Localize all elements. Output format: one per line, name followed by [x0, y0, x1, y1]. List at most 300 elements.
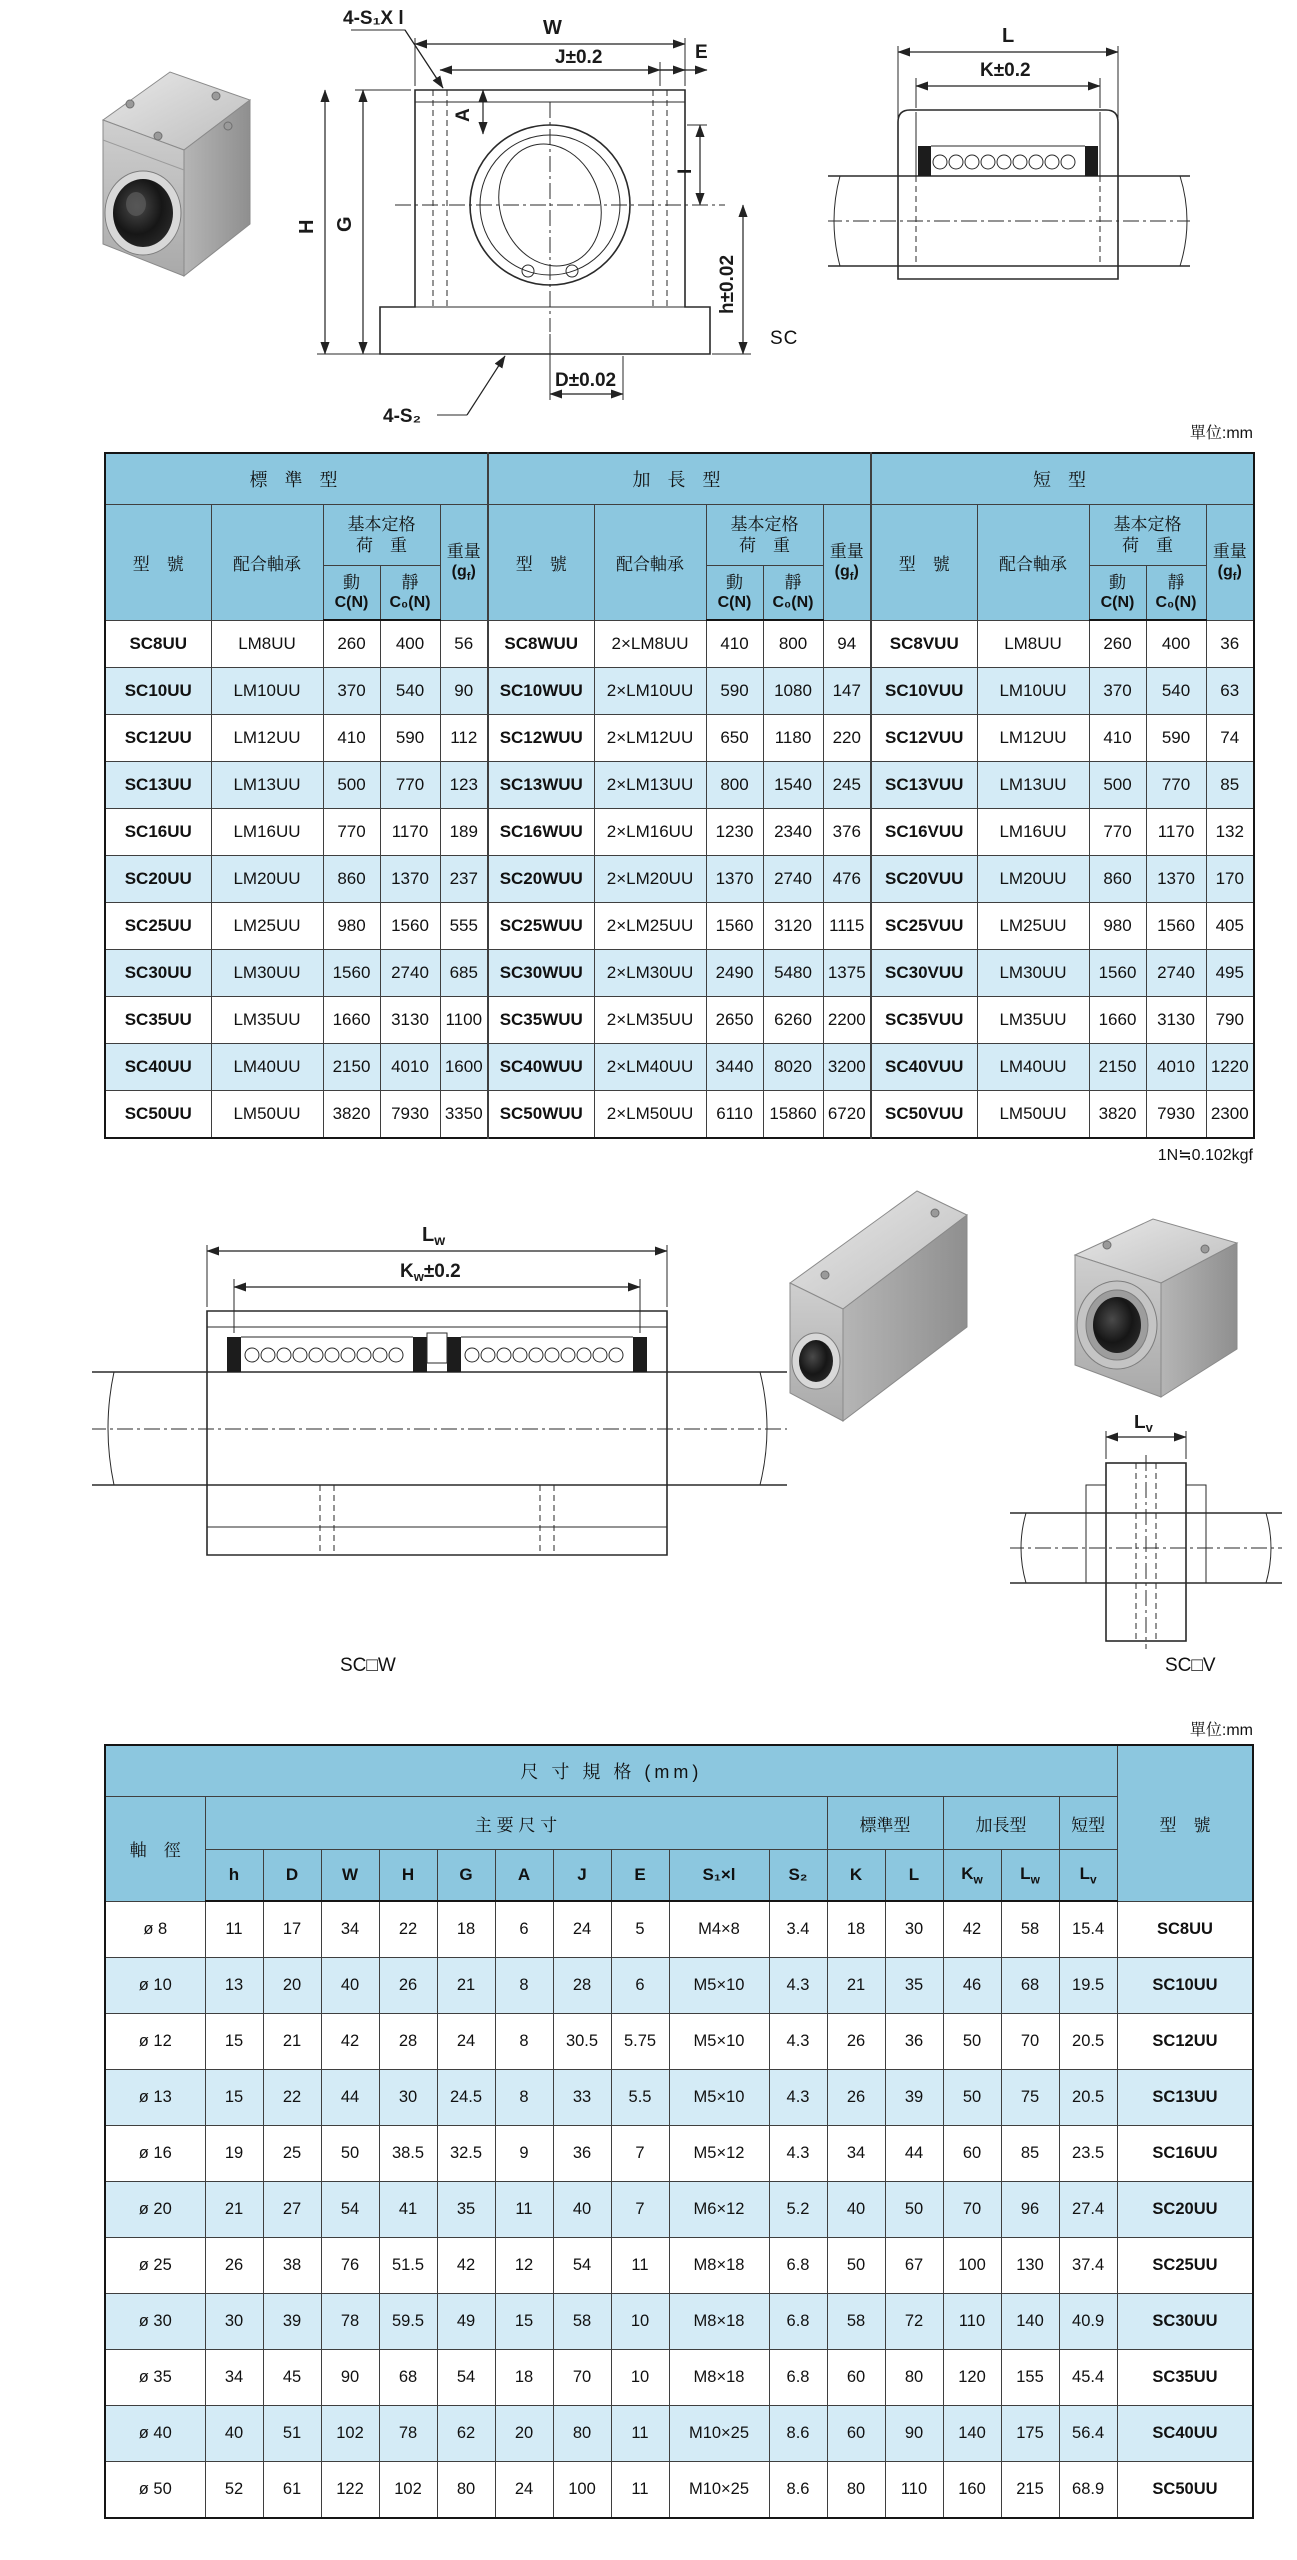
table-cell: SC13VUU — [871, 762, 977, 809]
table-cell: 237 — [440, 856, 488, 903]
table-row — [105, 903, 1254, 950]
load-rating-table — [104, 452, 1255, 1139]
table-cell: 1230 — [706, 809, 763, 856]
table-cell: 1560 — [380, 903, 440, 950]
table-cell: LM25UU — [211, 903, 323, 950]
table-cell: 70 — [943, 2182, 1001, 2238]
table-cell: 51.5 — [379, 2238, 437, 2294]
table-cell: 11 — [611, 2462, 669, 2519]
table-cell: 94 — [823, 620, 871, 668]
table-cell: 68 — [379, 2350, 437, 2406]
table-cell: 8.6 — [769, 2462, 827, 2519]
table-cell: 75 — [1001, 2070, 1059, 2126]
table-cell: 500 — [1089, 762, 1146, 809]
table-cell: 4010 — [380, 1044, 440, 1091]
col-header-G: G — [437, 1850, 495, 1902]
col-header-standard: 標準型 — [827, 1797, 943, 1850]
table-cell: 68 — [1001, 1958, 1059, 2014]
table-cell: 3120 — [763, 903, 823, 950]
unit-label-bottom: 單位:mm — [1189, 1722, 1253, 1739]
middle-drawings-section — [0, 1175, 1297, 1715]
table-row — [105, 2238, 1253, 2294]
table-cell: 6.8 — [769, 2294, 827, 2350]
table-cell: SC10UU — [105, 668, 211, 715]
table-cell: 2×LM13UU — [594, 762, 706, 809]
table-cell: 34 — [321, 1901, 379, 1958]
table-cell: 40 — [321, 1958, 379, 2014]
table-cell: 400 — [1146, 620, 1206, 668]
table-cell: 1560 — [1089, 950, 1146, 997]
table-cell: SC20UU — [1117, 2182, 1253, 2238]
table-cell: 20 — [495, 2406, 553, 2462]
table-cell: 50 — [943, 2070, 1001, 2126]
table-cell: M10×25 — [669, 2462, 769, 2519]
col-header-bearing: 配合軸承 — [594, 505, 706, 621]
table-cell: 58 — [553, 2294, 611, 2350]
table-cell: 170 — [1206, 856, 1254, 903]
table-cell: SC12UU — [1117, 2014, 1253, 2070]
table-cell: 76 — [321, 2238, 379, 2294]
table-cell: M6×12 — [669, 2182, 769, 2238]
table-cell: 685 — [440, 950, 488, 997]
table-cell: 51 — [263, 2406, 321, 2462]
table-cell: 370 — [323, 668, 380, 715]
table-cell: 26 — [827, 2070, 885, 2126]
table-cell: 6260 — [763, 997, 823, 1044]
table-cell: M5×10 — [669, 2014, 769, 2070]
table-cell: 21 — [263, 2014, 321, 2070]
table-cell: 28 — [553, 1958, 611, 2014]
callout-bolt-top: 4-S₁X l — [343, 8, 404, 29]
table-cell: 2×LM30UU — [594, 950, 706, 997]
scv-block-photo — [1055, 1197, 1255, 1414]
table-row — [105, 2126, 1253, 2182]
table-cell: ø 30 — [105, 2294, 205, 2350]
table-cell: SC40WUU — [488, 1044, 594, 1091]
table-cell: 63 — [1206, 668, 1254, 715]
table-cell: 38 — [263, 2238, 321, 2294]
table-cell: 33 — [553, 2070, 611, 2126]
table-cell: 32.5 — [437, 2126, 495, 2182]
col-header-h: h — [205, 1850, 263, 1902]
table-cell: 650 — [706, 715, 763, 762]
table-cell: ø 8 — [105, 1901, 205, 1958]
col-header-short: 短型 — [1059, 1797, 1117, 1850]
table-cell: 40 — [553, 2182, 611, 2238]
table-cell: 6110 — [706, 1091, 763, 1139]
table-cell: 122 — [321, 2462, 379, 2519]
table-cell: 1370 — [380, 856, 440, 903]
table-cell: LM25UU — [977, 903, 1089, 950]
table-cell: 800 — [763, 620, 823, 668]
group-header-short: 短 型 — [871, 453, 1254, 505]
dim-label-k: K±0.2 — [980, 60, 1031, 81]
table-row — [105, 668, 1254, 715]
table-cell: 27.4 — [1059, 2182, 1117, 2238]
table-cell: 590 — [706, 668, 763, 715]
table-cell: 12 — [495, 2238, 553, 2294]
col-header-Kw: $K_w$ — [943, 1850, 1001, 1902]
table-cell: 1370 — [1146, 856, 1206, 903]
table-cell: 1170 — [380, 809, 440, 856]
table-cell: 80 — [827, 2462, 885, 2519]
table-cell: 1370 — [706, 856, 763, 903]
table-cell: SC8UU — [105, 620, 211, 668]
table-row — [105, 2070, 1253, 2126]
table-cell: 60 — [827, 2406, 885, 2462]
table-cell: 35 — [437, 2182, 495, 2238]
dim-label-e: E — [695, 42, 708, 63]
table-cell: 70 — [553, 2350, 611, 2406]
dim-label-h-small: h±0.02 — [717, 254, 738, 314]
col-header-dynamic: 動 C(N) — [1089, 566, 1146, 621]
table-cell: 1115 — [823, 903, 871, 950]
table-cell: 100 — [553, 2462, 611, 2519]
short-view-caption: SC□V — [1165, 1655, 1216, 1676]
table-cell: 40 — [205, 2406, 263, 2462]
table-cell: 4.3 — [769, 1958, 827, 2014]
table-cell: 189 — [440, 809, 488, 856]
col-header-weight: 重量 $(g_f)$ — [440, 505, 488, 621]
table-cell: LM35UU — [211, 997, 323, 1044]
table-row — [105, 1044, 1254, 1091]
table-cell: ø 13 — [105, 2070, 205, 2126]
col-header-dynamic: 動 C(N) — [706, 566, 763, 621]
col-header-model: 型 號 — [1117, 1745, 1253, 1901]
table-cell: SC10UU — [1117, 1958, 1253, 2014]
table-cell: 112 — [440, 715, 488, 762]
col-header-bearing: 配合軸承 — [211, 505, 323, 621]
table-cell: 2200 — [823, 997, 871, 1044]
dim-label-l: L — [1002, 25, 1015, 47]
table-cell: SC40UU — [105, 1044, 211, 1091]
table-cell: 1660 — [1089, 997, 1146, 1044]
table-row — [105, 2182, 1253, 2238]
table-row — [105, 2294, 1253, 2350]
table-cell: 2×LM12UU — [594, 715, 706, 762]
table-cell: 2×LM35UU — [594, 997, 706, 1044]
table-cell: 15 — [205, 2070, 263, 2126]
table-cell: SC35UU — [1117, 2350, 1253, 2406]
conversion-note: 1N≒0.102kgf — [1157, 1147, 1253, 1164]
scv-block-photo-image — [1055, 1197, 1255, 1409]
table-cell: SC50WUU — [488, 1091, 594, 1139]
table-cell: 2×LM50UU — [594, 1091, 706, 1139]
table-cell: 5.2 — [769, 2182, 827, 2238]
table-cell: SC40UU — [1117, 2406, 1253, 2462]
table-cell: 5.75 — [611, 2014, 669, 2070]
table-cell: LM13UU — [211, 762, 323, 809]
table-cell: SC16UU — [1117, 2126, 1253, 2182]
table-cell: 35 — [885, 1958, 943, 2014]
table-cell: ø 20 — [105, 2182, 205, 2238]
table-cell: 46 — [943, 1958, 1001, 2014]
table-cell: 26 — [827, 2014, 885, 2070]
table-cell: M4×8 — [669, 1901, 769, 1958]
dimension-table-body — [105, 1901, 1253, 2518]
table-cell: 400 — [380, 620, 440, 668]
table-cell: SC13WUU — [488, 762, 594, 809]
table-row — [105, 809, 1254, 856]
table-cell: 21 — [205, 2182, 263, 2238]
table-cell: LM40UU — [977, 1044, 1089, 1091]
table-cell: SC30UU — [1117, 2294, 1253, 2350]
table-cell: 85 — [1001, 2126, 1059, 2182]
table-cell: M10×25 — [669, 2406, 769, 2462]
table-cell: 34 — [827, 2126, 885, 2182]
table-cell: SC10VUU — [871, 668, 977, 715]
table-cell: 49 — [437, 2294, 495, 2350]
table-cell: SC8WUU — [488, 620, 594, 668]
col-header-A: A — [495, 1850, 553, 1902]
table-cell: 2740 — [380, 950, 440, 997]
table-cell: 15860 — [763, 1091, 823, 1139]
table-cell: 3820 — [323, 1091, 380, 1139]
table-cell: LM10UU — [977, 668, 1089, 715]
col-header-model: 型 號 — [871, 505, 977, 621]
table-cell: ø 50 — [105, 2462, 205, 2519]
table-cell: 6 — [495, 1901, 553, 1958]
col-header-static: 靜 C₀(N) — [1146, 566, 1206, 621]
table-cell: SC10WUU — [488, 668, 594, 715]
table-row — [105, 762, 1254, 809]
table-cell: 50 — [885, 2182, 943, 2238]
table-cell: 19 — [205, 2126, 263, 2182]
table-cell: M8×18 — [669, 2238, 769, 2294]
table-cell: SC16UU — [105, 809, 211, 856]
table-cell: 102 — [321, 2406, 379, 2462]
table-cell: 10 — [611, 2350, 669, 2406]
table-cell: 3200 — [823, 1044, 871, 1091]
col-header-E: E — [611, 1850, 669, 1902]
table-cell: 90 — [885, 2406, 943, 2462]
table-cell: 140 — [943, 2406, 1001, 2462]
table-row — [105, 715, 1254, 762]
table-cell: 8.6 — [769, 2406, 827, 2462]
table-cell: 2740 — [763, 856, 823, 903]
col-header-H: H — [379, 1850, 437, 1902]
table-cell: LM8UU — [211, 620, 323, 668]
table-cell: 45.4 — [1059, 2350, 1117, 2406]
dim-label-i: I — [675, 168, 696, 174]
table-cell: 2740 — [1146, 950, 1206, 997]
table-cell: 8 — [495, 2070, 553, 2126]
table-cell: 50 — [943, 2014, 1001, 2070]
table-cell: LM30UU — [211, 950, 323, 997]
table-cell: 220 — [823, 715, 871, 762]
table-cell: 80 — [885, 2350, 943, 2406]
col-header-load: 基本定格 荷 重 — [706, 505, 823, 566]
table-cell: 770 — [323, 809, 380, 856]
table-cell: 405 — [1206, 903, 1254, 950]
table-cell: SC30VUU — [871, 950, 977, 997]
table-cell: 1180 — [763, 715, 823, 762]
col-header-Lw: $L_w$ — [1001, 1850, 1059, 1902]
table-cell: LM20UU — [977, 856, 1089, 903]
table-cell: 3350 — [440, 1091, 488, 1139]
table-cell: LM40UU — [211, 1044, 323, 1091]
table-cell: 20.5 — [1059, 2070, 1117, 2126]
table-cell: ø 10 — [105, 1958, 205, 2014]
table-cell: 110 — [885, 2462, 943, 2519]
table-cell: SC35WUU — [488, 997, 594, 1044]
table-cell: 102 — [379, 2462, 437, 2519]
table-cell: 120 — [943, 2350, 1001, 2406]
table-cell: 5.5 — [611, 2070, 669, 2126]
table-cell: 26 — [205, 2238, 263, 2294]
table-cell: 36 — [885, 2014, 943, 2070]
col-header-Lv: $L_v$ — [1059, 1850, 1117, 1902]
col-header-static: 靜 C₀(N) — [763, 566, 823, 621]
col-header-static: 靜 C₀(N) — [380, 566, 440, 621]
scw-block-photo — [765, 1175, 1015, 1432]
table-cell: 72 — [885, 2294, 943, 2350]
table-cell: 410 — [323, 715, 380, 762]
table-cell: 7 — [611, 2126, 669, 2182]
table-row — [105, 950, 1254, 997]
table-row — [105, 2014, 1253, 2070]
table-cell: 6 — [611, 1958, 669, 2014]
col-header-S1xl: S₁×l — [669, 1850, 769, 1902]
table-cell: 1560 — [1146, 903, 1206, 950]
side-view-drawing — [828, 14, 1190, 326]
dim-label-d: D±0.02 — [555, 370, 617, 391]
table-cell: 495 — [1206, 950, 1254, 997]
table-cell: 2150 — [1089, 1044, 1146, 1091]
table-cell: M8×18 — [669, 2294, 769, 2350]
table-cell: 410 — [706, 620, 763, 668]
table-cell: 1560 — [706, 903, 763, 950]
col-header-load: 基本定格 荷 重 — [323, 505, 440, 566]
table-cell: 54 — [437, 2350, 495, 2406]
table-cell: 62 — [437, 2406, 495, 2462]
table-cell: SC50UU — [105, 1091, 211, 1139]
table-cell: 50 — [827, 2238, 885, 2294]
table-cell: 8 — [495, 1958, 553, 2014]
table-cell: 2150 — [323, 1044, 380, 1091]
table-row — [105, 997, 1254, 1044]
table-cell: SC13UU — [1117, 2070, 1253, 2126]
table-cell: 90 — [321, 2350, 379, 2406]
table-cell: 1220 — [1206, 1044, 1254, 1091]
table-cell: LM20UU — [211, 856, 323, 903]
table-cell: 175 — [1001, 2406, 1059, 2462]
table-cell: 18 — [495, 2350, 553, 2406]
table-cell: SC12WUU — [488, 715, 594, 762]
table-cell: 90 — [440, 668, 488, 715]
table-cell: ø 40 — [105, 2406, 205, 2462]
sc-block-photo — [88, 48, 260, 291]
table-cell: SC20UU — [105, 856, 211, 903]
col-header-W: W — [321, 1850, 379, 1902]
table-cell: SC13UU — [105, 762, 211, 809]
dim-label-w: W — [543, 17, 562, 39]
table-cell: 27 — [263, 2182, 321, 2238]
table-cell: 21 — [437, 1958, 495, 2014]
table-cell: 6.8 — [769, 2238, 827, 2294]
table-cell: 980 — [1089, 903, 1146, 950]
table-cell: 3130 — [1146, 997, 1206, 1044]
table-cell: 9 — [495, 2126, 553, 2182]
table-cell: M8×18 — [669, 2350, 769, 2406]
dim-label-h: H — [296, 219, 318, 234]
table-cell: 80 — [437, 2462, 495, 2519]
col-header-D: D — [263, 1850, 321, 1902]
table-cell: ø 16 — [105, 2126, 205, 2182]
table-cell: 59.5 — [379, 2294, 437, 2350]
table-cell: 38.5 — [379, 2126, 437, 2182]
table-cell: 58 — [1001, 1901, 1059, 1958]
table-cell: 36 — [553, 2126, 611, 2182]
table-cell: 5480 — [763, 950, 823, 997]
table-cell: 85 — [1206, 762, 1254, 809]
col-header-dynamic: 動 C(N) — [323, 566, 380, 621]
table-cell: 2300 — [1206, 1091, 1254, 1139]
long-view-drawing — [92, 1215, 787, 1645]
table-title: 尺 寸 規 格 (mm) — [105, 1745, 1117, 1797]
table-cell: 22 — [379, 1901, 437, 1958]
table-cell: 3440 — [706, 1044, 763, 1091]
table-cell: 52 — [205, 2462, 263, 2519]
callout-bolt-bottom: 4-S₂ — [383, 406, 422, 427]
table-cell: 11 — [495, 2182, 553, 2238]
dim-label-g: G — [334, 216, 356, 232]
table-cell: 410 — [1089, 715, 1146, 762]
table-cell: 1170 — [1146, 809, 1206, 856]
table-cell: SC25UU — [105, 903, 211, 950]
table-cell: 123 — [440, 762, 488, 809]
table-row — [105, 620, 1254, 668]
table-cell: SC30UU — [105, 950, 211, 997]
front-view-drawing — [255, 2, 785, 450]
table-cell: SC8UU — [1117, 1901, 1253, 1958]
table-row — [105, 2406, 1253, 2462]
table-cell: 24.5 — [437, 2070, 495, 2126]
table-cell: 540 — [380, 668, 440, 715]
table-cell: 1080 — [763, 668, 823, 715]
table-cell: 540 — [1146, 668, 1206, 715]
table-cell: 3130 — [380, 997, 440, 1044]
table-cell: 1100 — [440, 997, 488, 1044]
table-row — [105, 856, 1254, 903]
table-cell: 215 — [1001, 2462, 1059, 2519]
col-header-weight: 重量 $(g_f)$ — [1206, 505, 1254, 621]
table-cell: SC50VUU — [871, 1091, 977, 1139]
table-cell: LM16UU — [977, 809, 1089, 856]
table-cell: 15.4 — [1059, 1901, 1117, 1958]
table-cell: 7930 — [380, 1091, 440, 1139]
table-cell: 3.4 — [769, 1901, 827, 1958]
table-cell: 132 — [1206, 809, 1254, 856]
table-cell: 26 — [379, 1958, 437, 2014]
table-cell: 770 — [380, 762, 440, 809]
table-cell: 860 — [1089, 856, 1146, 903]
table-cell: 860 — [323, 856, 380, 903]
table-cell: 56 — [440, 620, 488, 668]
table-row — [105, 1901, 1253, 1958]
table-cell: LM8UU — [977, 620, 1089, 668]
table-cell: 44 — [885, 2126, 943, 2182]
table-cell: 30 — [379, 2070, 437, 2126]
table-cell: 7930 — [1146, 1091, 1206, 1139]
table-cell: 15 — [495, 2294, 553, 2350]
table-cell: 160 — [943, 2462, 1001, 2519]
table-cell: 155 — [1001, 2350, 1059, 2406]
table-cell: 36 — [1206, 620, 1254, 668]
table-cell: 18 — [827, 1901, 885, 1958]
group-header-extended: 加 長 型 — [488, 453, 871, 505]
table-cell: SC16VUU — [871, 809, 977, 856]
